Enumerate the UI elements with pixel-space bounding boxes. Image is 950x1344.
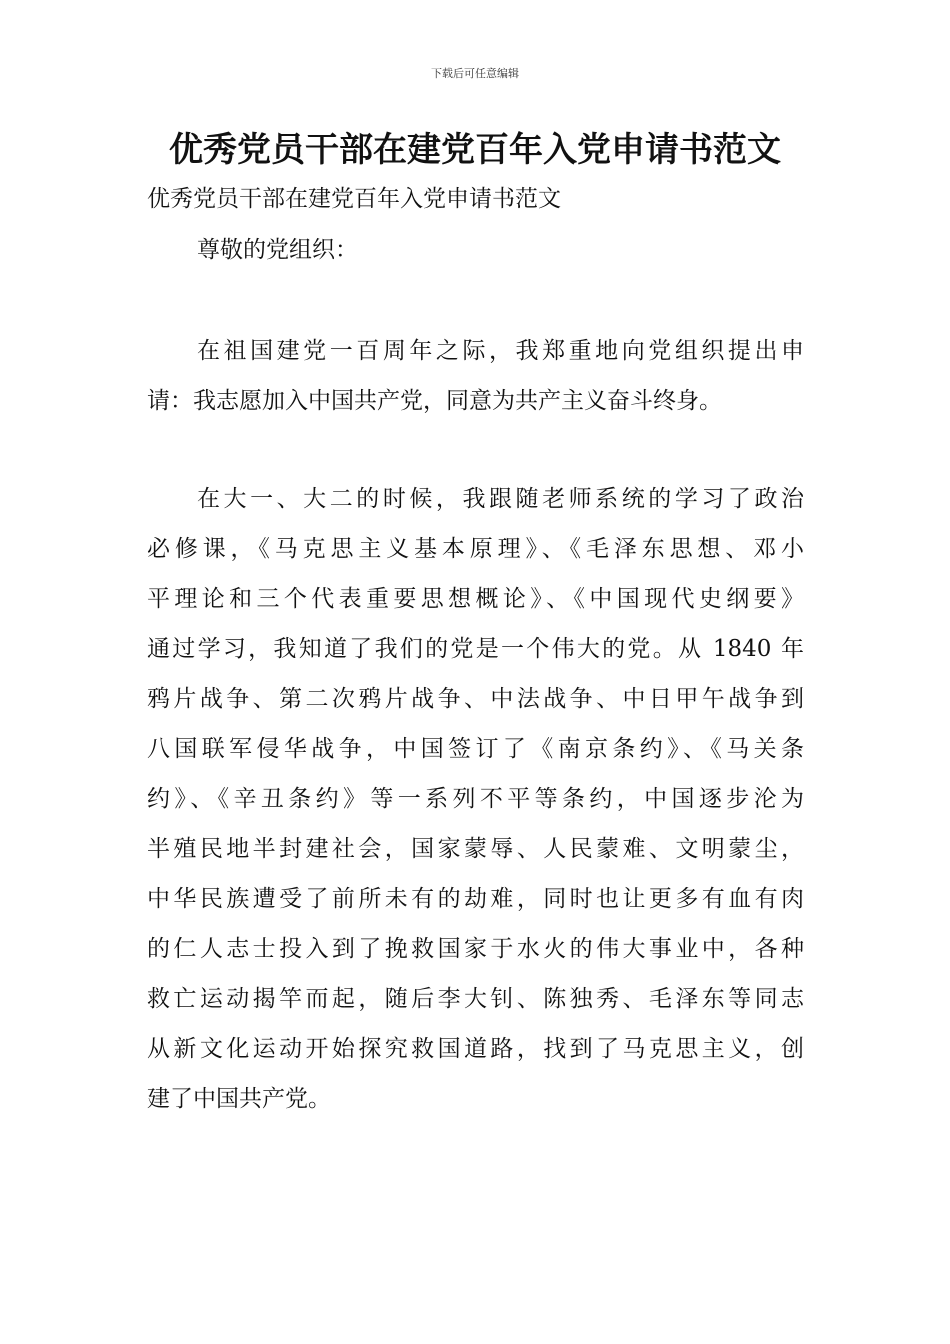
paragraph-line: 八国联军侵华战争，中国签订了《南京条约》、《马关条 [147, 736, 804, 762]
paragraph-line: 半殖民地半封建社会，国家蒙辱、人民蒙难、文明蒙尘， [147, 836, 804, 862]
paragraph-line: 请：我志愿加入中国共产党，同意为共产主义奋斗终身。 [147, 388, 722, 414]
paragraph-line: 在祖国建党一百周年之际，我郑重地向党组织提出申 [197, 338, 804, 364]
paragraph-line: 必修课，《马克思主义基本原理》、《毛泽东思想、邓小 [147, 536, 804, 562]
paragraph-line: 平理论和三个代表重要思想概论》、《中国现代史纲要》 [147, 586, 804, 612]
paragraph-line: 从新文化运动开始探究救国道路，找到了马克思主义，创 [147, 1036, 804, 1062]
paragraph-line: 救亡运动揭竿而起，随后李大钊、陈独秀、毛泽东等同志 [147, 986, 804, 1012]
paragraph-line: 鸦片战争、第二次鸦片战争、中法战争、中日甲午战争到 [147, 686, 804, 712]
paragraph-line: 在大一、大二的时候，我跟随老师系统的学习了政治 [197, 486, 804, 512]
document-title: 优秀党员干部在建党百年入党申请书范文 [169, 130, 781, 170]
paragraph-line: 建了中国共产党。 [147, 1086, 331, 1112]
paragraph-line: 通过学习，我知道了我们的党是一个伟大的党。从 1840 年 [147, 636, 804, 662]
paragraph-line: 约》、《辛丑条约》等一系列不平等条约，中国逐步沦为 [147, 786, 804, 812]
salutation: 尊敬的党组织： [197, 237, 358, 263]
paragraph-line: 中华民族遭受了前所未有的劫难，同时也让更多有血有肉 [147, 886, 804, 912]
document-subtitle: 优秀党员干部在建党百年入党申请书范文 [147, 186, 561, 212]
header-note: 下载后可任意编辑 [431, 67, 519, 80]
paragraph-line: 的仁人志士投入到了挽救国家于水火的伟大事业中，各种 [147, 936, 804, 962]
